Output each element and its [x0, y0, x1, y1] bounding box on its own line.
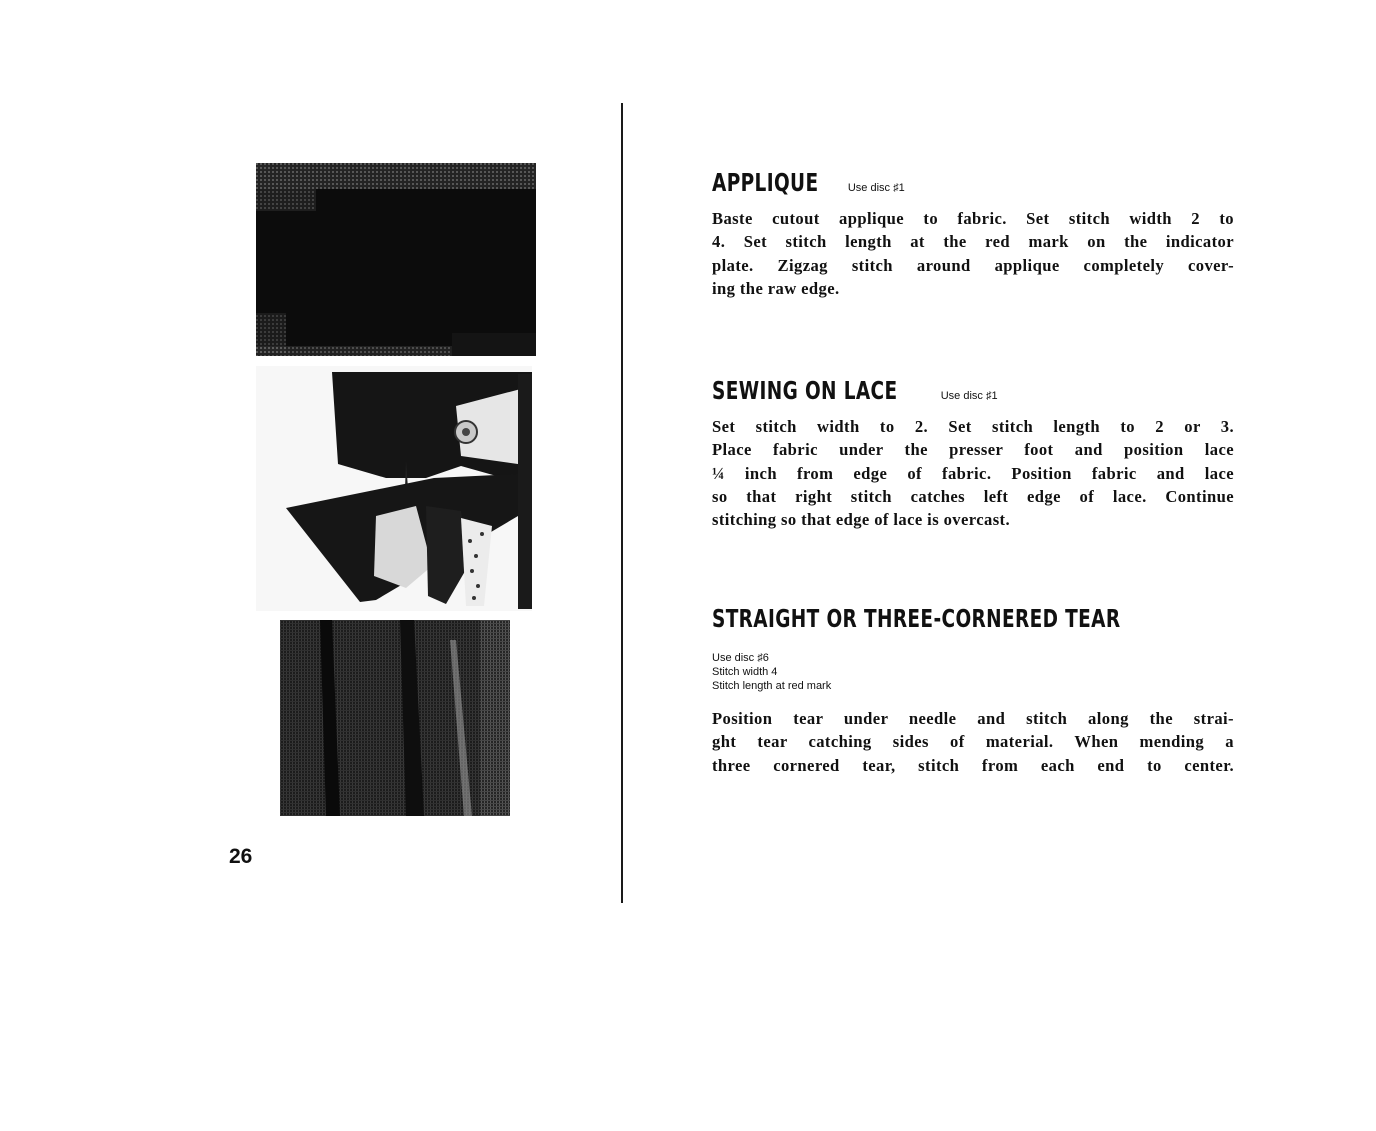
page-number: 26 [229, 845, 253, 868]
tear-section [712, 604, 1234, 777]
text-line: ¼ inch from edge of fabric. Position fabric and lace [712, 463, 1234, 483]
text-line: 4. Set stitch length at the red mark on the indicator [712, 232, 1234, 252]
text-line: stitching so that edge of lace is overcast. [712, 510, 1011, 530]
settings-line: Stitch width 4 [712, 666, 778, 678]
lace-heading: SEWING ON LACE [712, 376, 898, 405]
text-line: ght tear catching sides of material. When mending a [712, 732, 1234, 752]
text-line: plate. Zigzag stitch around applique completely cover- [712, 255, 1234, 275]
text-line: Place fabric under the presser foot and position lace [712, 440, 1234, 460]
settings-line: Use disc ♯6 [712, 652, 769, 664]
text-line: three cornered tear, stitch from each end to center. [712, 755, 1234, 775]
lace-instructions [712, 415, 1234, 531]
applique-photo [256, 163, 536, 356]
tear-instructions [712, 707, 1234, 777]
applique-heading: APPLIQUE [712, 168, 819, 197]
lace-disc-note: Use disc ♯1 [940, 390, 998, 402]
tear-settings [712, 651, 1234, 693]
applique-section [712, 168, 1234, 300]
text-line: Position tear under needle and stitch along the strai- [712, 709, 1234, 728]
lace-section [712, 376, 1234, 531]
text-line: Set stitch width to 2. Set stitch length to 2 or 3. [712, 417, 1234, 436]
lace-sewing-photo [256, 366, 532, 611]
applique-disc-note: Use disc ♯1 [847, 182, 905, 194]
tear-heading: STRAIGHT OR THREE-CORNERED TEAR [712, 604, 1121, 633]
applique-instructions [712, 207, 1234, 300]
text-line: so that right stitch catches left edge of lace. Continue [712, 486, 1234, 506]
settings-line: Stitch length at red mark [712, 680, 832, 692]
text-line: ing the raw edge. [712, 278, 840, 298]
tear-mending-photo [280, 620, 510, 816]
text-line: Baste cutout applique to fabric. Set stitch width 2 to [712, 209, 1234, 228]
center-fold-divider [621, 103, 623, 903]
